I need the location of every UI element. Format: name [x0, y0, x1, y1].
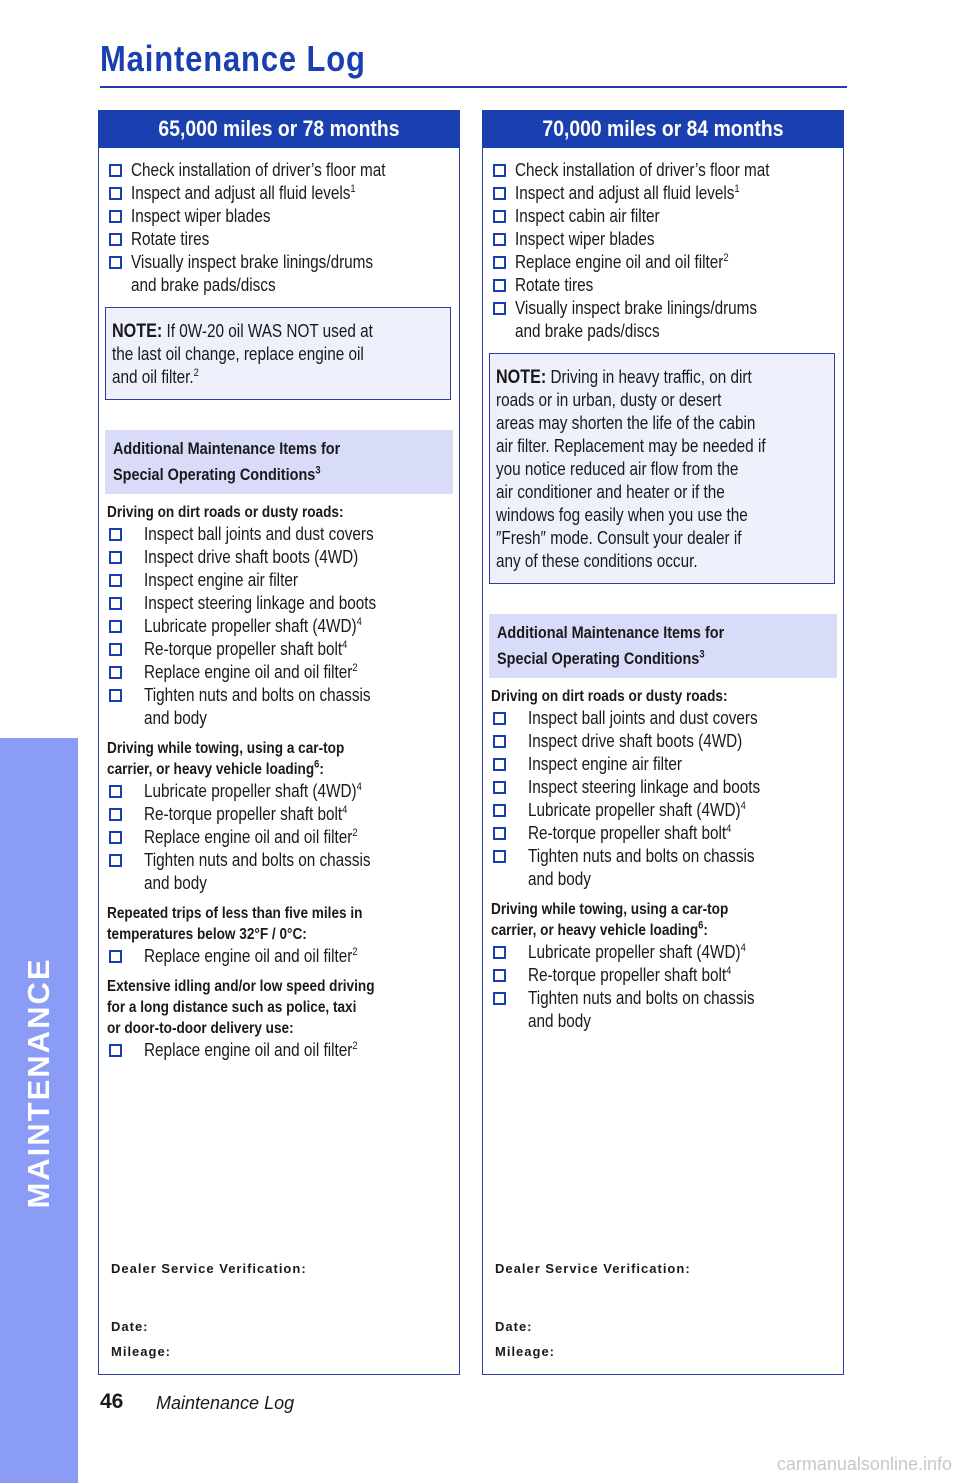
log-column-70000: [482, 110, 844, 1375]
condition-checklist: [107, 523, 451, 730]
checklist-item: Check installation of driver’s floor mat: [107, 159, 451, 182]
checkbox-icon[interactable]: [109, 187, 122, 200]
checklist-item: Inspect drive shaft boots (4WD): [107, 546, 451, 569]
condition-checklist: [107, 780, 451, 895]
checkbox-icon[interactable]: [493, 233, 506, 246]
checkbox-icon[interactable]: [109, 164, 122, 177]
checklist-item: Replace engine oil and oil filter$^2$: [107, 945, 451, 968]
checklist-item: Replace engine oil and oil filter$^2$: [107, 1039, 451, 1062]
note-box: NOTE: Driving in heavy traffic, on dirt roads or in urban, dusty or desert areas may shorten the life of the cabin air filter. Replacement may be needed if you notice reduced air flow from the air conditioner and heater or if the windows fog easily when you use the ″Fresh″ mode. Consult your dealer if any of these conditions occur.: [489, 353, 835, 584]
title-rule: [100, 86, 847, 88]
checkbox-icon[interactable]: [493, 992, 506, 1005]
dealer-verification-label: Dealer Service Verification:: [495, 1261, 691, 1276]
condition-checklist: [491, 707, 835, 891]
column-header: 65,000 miles or 78 months: [98, 110, 460, 148]
checkbox-icon[interactable]: [493, 827, 506, 840]
checklist-item: Inspect drive shaft boots (4WD): [491, 730, 835, 753]
checklist-item: Inspect and adjust all fluid levels$^1$: [107, 182, 451, 205]
checklist-item: Inspect steering linkage and boots: [491, 776, 835, 799]
condition-heading: Driving while towing, using a car-top carrier, or heavy vehicle loading$^6$:: [491, 901, 729, 939]
checkbox-icon[interactable]: [493, 210, 506, 223]
checkbox-icon[interactable]: [493, 850, 506, 863]
checkbox-icon[interactable]: [493, 804, 506, 817]
service-checklist: [107, 159, 451, 297]
checklist-item: Inspect steering linkage and boots: [107, 592, 451, 615]
condition-checklist: [107, 945, 451, 968]
checklist-item: Lubricate propeller shaft $(4WD)^4$: [491, 941, 835, 964]
condition-heading: Driving on dirt roads or dusty roads:: [107, 504, 344, 521]
checklist-item: Lubricate propeller shaft $(4WD)^4$: [107, 615, 451, 638]
checkbox-icon[interactable]: [493, 302, 506, 315]
additional-items-heading: Additional Maintenance Items for Special Operating Conditions$^3$: [489, 614, 837, 678]
side-tab-label: MAINTENANCE: [21, 957, 56, 1209]
service-checklist: [491, 159, 835, 343]
checklist-item: Tighten nuts and bolts on chassis and body: [491, 845, 835, 891]
checkbox-icon[interactable]: [493, 187, 506, 200]
checklist-item: Inspect ball joints and dust covers: [491, 707, 835, 730]
checkbox-icon[interactable]: [109, 1044, 122, 1057]
checklist-item: Re-torque propeller shaft bolt$^4$: [107, 803, 451, 826]
date-label: Date:: [111, 1319, 149, 1334]
checklist-item: Inspect wiper blades: [491, 228, 835, 251]
checklist-item: Tighten nuts and bolts on chassis and body: [107, 849, 451, 895]
checkbox-icon[interactable]: [493, 758, 506, 771]
condition-heading: Driving on dirt roads or dusty roads:: [491, 688, 728, 705]
checkbox-icon[interactable]: [109, 950, 122, 963]
date-label: Date:: [495, 1319, 533, 1334]
checkbox-icon[interactable]: [493, 712, 506, 725]
dealer-verification-label: Dealer Service Verification:: [111, 1261, 307, 1276]
additional-items-heading: Additional Maintenance Items for Special Operating Conditions$^3$: [105, 430, 453, 494]
checkbox-icon[interactable]: [109, 210, 122, 223]
checkbox-icon[interactable]: [493, 781, 506, 794]
log-column-65000: [98, 110, 460, 1375]
checkbox-icon[interactable]: [109, 551, 122, 564]
checklist-item: Inspect and adjust all fluid levels$^1$: [491, 182, 835, 205]
checklist-item: Re-torque propeller shaft bolt$^4$: [107, 638, 451, 661]
checklist-item: Tighten nuts and bolts on chassis and body: [491, 987, 835, 1033]
condition-checklist: [491, 941, 835, 1033]
mileage-label: Mileage:: [111, 1344, 172, 1359]
checkbox-icon[interactable]: [109, 528, 122, 541]
checklist-item: Inspect ball joints and dust covers: [107, 523, 451, 546]
checkbox-icon[interactable]: [493, 946, 506, 959]
checkbox-icon[interactable]: [109, 666, 122, 679]
checklist-item: Inspect engine air filter: [491, 753, 835, 776]
checkbox-icon[interactable]: [109, 597, 122, 610]
checklist-item: Replace engine oil and oil filter$^2$: [107, 661, 451, 684]
checklist-item: Re-torque propeller shaft bolt$^4$: [491, 964, 835, 987]
condition-heading: Driving while towing, using a car-top carrier, or heavy vehicle loading$^6$:: [107, 740, 345, 778]
checklist-item: Inspect cabin air filter: [491, 205, 835, 228]
side-section-tab: [0, 738, 78, 1483]
checkbox-icon[interactable]: [109, 854, 122, 867]
checklist-item: Lubricate propeller shaft $(4WD)^4$: [491, 799, 835, 822]
checklist-item: Replace engine oil and oil filter$^2$: [491, 251, 835, 274]
watermark: carmanualsonline.info: [776, 1454, 952, 1474]
checklist-item: Lubricate propeller shaft $(4WD)^4$: [107, 780, 451, 803]
checklist-item: Tighten nuts and bolts on chassis and body: [107, 684, 451, 730]
checklist-item: Check installation of driver’s floor mat: [491, 159, 835, 182]
note-box: NOTE: If 0W-20 oil WAS NOT used at the last oil change, replace engine oil and oil filter.$^2$: [105, 307, 451, 400]
checkbox-icon[interactable]: [109, 574, 122, 587]
checkbox-icon[interactable]: [493, 735, 506, 748]
condition-heading: Extensive idling and/or low speed driving for a long distance such as police, taxi or door-to-door delivery use:: [107, 978, 375, 1037]
footer-label: Maintenance Log: [156, 1393, 295, 1413]
checkbox-icon[interactable]: [493, 279, 506, 292]
column-header: 70,000 miles or 84 months: [482, 110, 844, 148]
checklist-item: Visually inspect brake linings/drums and brake pads/discs: [107, 251, 451, 297]
checkbox-icon[interactable]: [109, 643, 122, 656]
checklist-item: Inspect wiper blades: [107, 205, 451, 228]
checkbox-icon[interactable]: [493, 164, 506, 177]
checkbox-icon[interactable]: [109, 785, 122, 798]
checkbox-icon[interactable]: [493, 969, 506, 982]
checklist-item: Visually inspect brake linings/drums and brake pads/discs: [491, 297, 835, 343]
condition-heading: Repeated trips of less than five miles in temperatures below 32°F / 0°C:: [107, 905, 363, 943]
checkbox-icon[interactable]: [109, 808, 122, 821]
checkbox-icon[interactable]: [109, 831, 122, 844]
condition-checklist: [107, 1039, 451, 1062]
checkbox-icon[interactable]: [109, 689, 122, 702]
checklist-item: Rotate tires: [107, 228, 451, 251]
mileage-label: Mileage:: [495, 1344, 556, 1359]
checkbox-icon[interactable]: [109, 256, 122, 269]
checklist-item: Replace engine oil and oil filter$^2$: [107, 826, 451, 849]
checkbox-icon[interactable]: [109, 620, 122, 633]
checkbox-icon[interactable]: [493, 256, 506, 269]
checklist-item: Re-torque propeller shaft bolt$^4$: [491, 822, 835, 845]
page-number: 46: [100, 1390, 124, 1413]
checkbox-icon[interactable]: [109, 233, 122, 246]
checklist-item: Rotate tires: [491, 274, 835, 297]
page-title: Maintenance Log: [100, 38, 366, 79]
checklist-item: Inspect engine air filter: [107, 569, 451, 592]
